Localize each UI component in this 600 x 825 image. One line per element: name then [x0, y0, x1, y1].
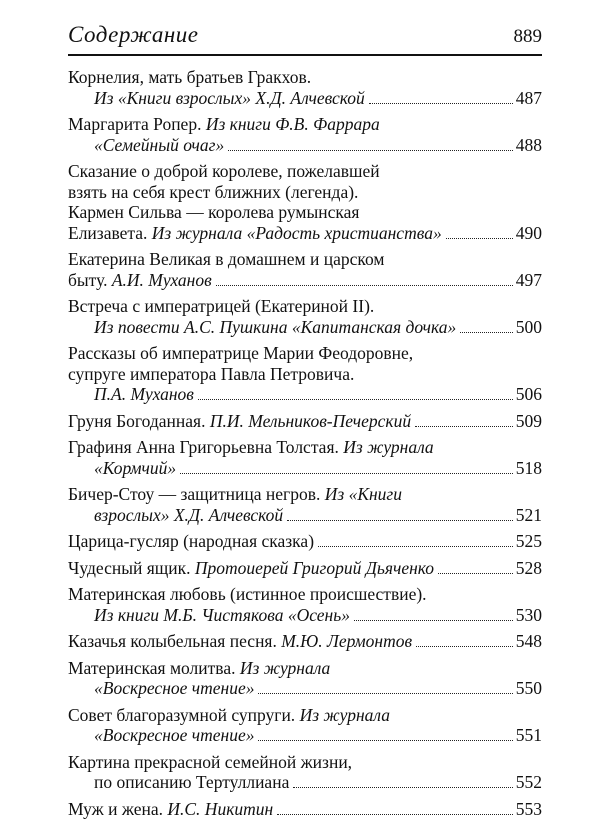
toc-line-text: [68, 484, 402, 504]
dot-leader: [318, 546, 513, 547]
toc-line-text: [68, 558, 434, 579]
source-text: Из «Книги взрослых» Х.Д. Алчевской: [94, 87, 365, 108]
toc-line: [68, 384, 542, 405]
dot-leader: [258, 693, 512, 694]
toc-entry: [68, 531, 542, 552]
toc-line-text: [68, 223, 442, 244]
toc-line-text: [94, 505, 283, 526]
source-text: взрослых» Х.Д. Алчевской: [94, 504, 284, 525]
source-text: Из «Книги: [324, 484, 402, 504]
toc-entry: [68, 161, 542, 243]
source-text: П.И. Мельников-Печерский: [209, 410, 412, 431]
dot-leader: [369, 103, 513, 104]
toc-line-text: [68, 437, 434, 457]
toc-line-text: [94, 458, 176, 479]
toc-line: [68, 631, 542, 652]
toc-line-text: [68, 584, 427, 604]
dot-leader: [460, 332, 512, 333]
entry-page-number: 550: [515, 678, 542, 698]
title-text: Корнелия, мать братьев Гракхов.: [68, 67, 312, 87]
toc-line-text: [68, 411, 411, 432]
toc-entry: [68, 799, 542, 820]
section-title: Содержание: [68, 22, 199, 47]
toc-entry: [68, 631, 542, 652]
title-text: быту.: [68, 269, 112, 290]
title-text: Рассказы об императрице Марии Феодоровне,: [68, 343, 414, 363]
toc-line-text: [68, 249, 384, 269]
dot-leader: [198, 399, 513, 400]
toc-line: [68, 270, 542, 291]
toc-line-text: [68, 658, 330, 678]
toc-line-text: [68, 752, 352, 772]
toc-line-text: [94, 772, 289, 793]
source-text: Из журнала: [343, 437, 434, 457]
toc-line-text: [68, 67, 311, 87]
toc-line: [68, 223, 542, 244]
dot-leader: [287, 520, 513, 521]
toc-entry: [68, 437, 542, 478]
title-text: Маргарита Ропер.: [68, 114, 206, 134]
toc-line-text: [94, 678, 254, 699]
entry-page-number: 521: [515, 504, 542, 525]
toc-entry: [68, 705, 542, 746]
source-text: Протоиерей Григорий Дьяченко: [194, 557, 435, 578]
toc-entry: [68, 584, 542, 625]
toc-line-text: [94, 605, 350, 626]
toc-line-text: [68, 531, 314, 552]
entry-page-number: 530: [515, 604, 542, 625]
toc-line: [68, 364, 542, 385]
toc-entry: [68, 558, 542, 579]
dot-leader: [180, 473, 513, 474]
toc-line-text: [68, 343, 413, 363]
title-text: Бичер-Стоу — защитница негров.: [68, 484, 325, 504]
title-text: Царица-гусляр (народная сказка): [68, 531, 315, 551]
title-text: Встреча с императрицей (Екатериной II).: [68, 296, 375, 316]
toc-entry: [68, 658, 542, 699]
source-text: Из журнала «Радость христианства»: [151, 222, 442, 243]
toc-line-text: [68, 296, 374, 316]
toc-line: [68, 88, 542, 109]
header-rule: [68, 54, 542, 56]
toc-line-text: [68, 161, 380, 181]
dot-leader: [416, 646, 513, 647]
entry-page-number: 490: [515, 222, 542, 243]
toc-line-text: [94, 725, 254, 746]
dot-leader: [446, 238, 513, 239]
toc-line: [68, 114, 542, 135]
source-text: Из журнала: [239, 657, 331, 678]
toc-line: [68, 458, 542, 479]
entry-page-number: 487: [515, 87, 542, 108]
source-text: П.А. Муханов: [94, 384, 194, 404]
title-text: взять на себя крест ближних (легенда).: [68, 181, 359, 202]
table-of-contents: [68, 67, 542, 825]
toc-line: [68, 437, 542, 458]
toc-line: [68, 799, 542, 820]
source-text: Из повести А.С. Пушкина «Капитанская дочка»: [94, 316, 457, 337]
toc-line: [68, 725, 542, 746]
source-text: М.Ю. Лермонтов: [281, 631, 413, 651]
entry-page-number: 518: [515, 457, 542, 478]
entry-page-number: 509: [515, 410, 542, 431]
toc-line-text: [68, 202, 359, 222]
entry-page-number: 488: [515, 134, 542, 155]
toc-line: [68, 584, 542, 605]
title-text: Чудесный ящик.: [68, 557, 195, 578]
source-text: «Воскресное чтение»: [94, 725, 255, 745]
entry-page-number: 552: [515, 772, 542, 792]
running-header: [68, 18, 542, 56]
title-text: Кармен Сильва — королева румынская: [68, 202, 360, 222]
entry-page-number: 506: [515, 384, 542, 404]
toc-line: [68, 202, 542, 223]
entry-page-number: 551: [515, 725, 542, 745]
toc-line: [68, 135, 542, 156]
dot-leader: [438, 573, 513, 574]
toc-line: [68, 411, 542, 432]
title-text: Материнская молитва.: [68, 657, 240, 678]
toc-entry: [68, 114, 542, 155]
title-text: Материнская любовь (истинное происшествие).: [68, 584, 427, 604]
title-text: Графиня Анна Григорьевна Толстая.: [68, 437, 344, 457]
title-text: супруге императора Павла Петровича.: [68, 363, 355, 384]
toc-line-text: [68, 114, 380, 134]
dot-leader: [277, 814, 513, 815]
entry-page-number: 500: [515, 316, 542, 337]
title-text: Совет благоразумной супруги.: [68, 704, 300, 725]
title-text: Екатерина Великая в домашнем и царском: [68, 249, 385, 269]
dot-leader: [216, 285, 513, 286]
dot-leader: [258, 740, 512, 741]
toc-line-text: [94, 384, 194, 405]
toc-line: [68, 249, 542, 270]
source-text: «Семейный очаг»: [94, 134, 225, 155]
toc-entry: [68, 67, 542, 108]
toc-line-text: [68, 631, 412, 652]
toc-line: [68, 505, 542, 526]
toc-entry: [68, 752, 542, 793]
title-text: Сказание о доброй королеве, пожелавшей: [68, 161, 380, 181]
toc-line-text: [68, 705, 390, 725]
toc-line: [68, 752, 542, 773]
toc-line: [68, 343, 542, 364]
toc-line: [68, 772, 542, 793]
dot-leader: [415, 426, 513, 427]
source-text: «Кормчий»: [94, 457, 177, 478]
entry-page-number: 553: [515, 798, 542, 819]
toc-line: [68, 705, 542, 726]
source-text: «Воскресное чтение»: [94, 678, 255, 698]
source-text: И.С. Никитин: [167, 798, 274, 819]
title-text: Картина прекрасной семейной жизни,: [68, 751, 353, 772]
toc-entry: [68, 343, 542, 405]
title-text: Груня Богоданная.: [68, 410, 210, 431]
entry-page-number: 525: [515, 531, 542, 551]
toc-line: [68, 658, 542, 679]
title-text: Казачья колыбельная песня.: [68, 631, 282, 651]
dot-leader: [354, 620, 513, 621]
title-text: Елизавета.: [68, 222, 152, 243]
toc-entry: [68, 296, 542, 337]
toc-line: [68, 317, 542, 338]
toc-line-text: [94, 317, 456, 338]
toc-line: [68, 678, 542, 699]
toc-line-text: [68, 799, 273, 820]
toc-line-text: [94, 135, 224, 156]
entry-page-number: 497: [515, 269, 542, 290]
toc-entry: [68, 484, 542, 525]
source-text: А.И. Муханов: [111, 269, 212, 290]
toc-line-text: [68, 270, 212, 291]
toc-line: [68, 484, 542, 505]
dot-leader: [293, 787, 512, 788]
source-text: Из книги М.Б. Чистякова «Осень»: [94, 604, 350, 625]
toc-line: [68, 161, 542, 182]
dot-leader: [228, 150, 513, 151]
source-text: Из журнала: [299, 704, 390, 725]
toc-line: [68, 296, 542, 317]
toc-line: [68, 531, 542, 552]
toc-line: [68, 605, 542, 626]
page-number: 889: [513, 26, 542, 47]
toc-line-text: [68, 364, 354, 384]
toc-line-text: [94, 88, 365, 109]
toc-line-text: [68, 182, 358, 202]
toc-line: [68, 558, 542, 579]
toc-line: [68, 67, 542, 88]
toc-line: [68, 182, 542, 203]
toc-entry: [68, 411, 542, 432]
toc-entry: [68, 249, 542, 290]
title-text: по описанию Тертуллиана: [94, 772, 290, 792]
title-text: Муж и жена.: [68, 798, 168, 819]
entry-page-number: 528: [515, 557, 542, 578]
source-text: Из книги Ф.В. Фаррара: [205, 114, 380, 134]
entry-page-number: 548: [515, 631, 542, 651]
